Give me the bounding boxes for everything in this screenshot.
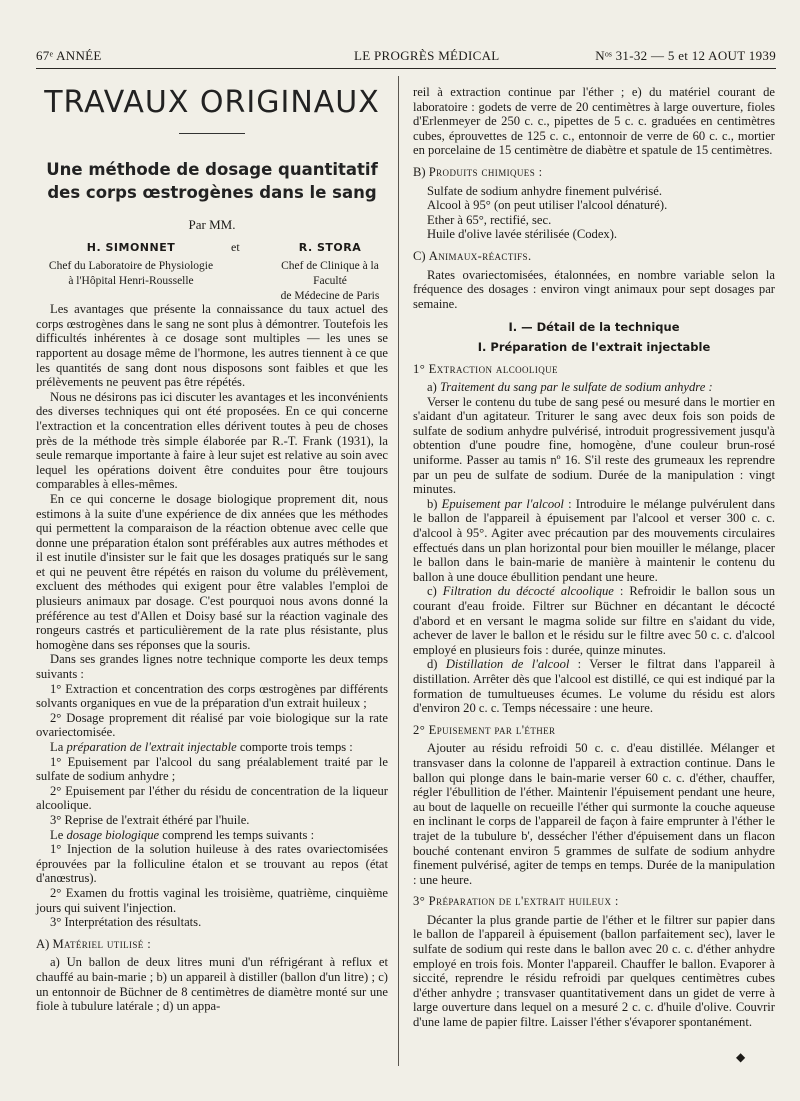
section-title: Animaux-réactifs. bbox=[428, 248, 532, 263]
section-number: C) bbox=[413, 248, 426, 263]
paragraph: Ether à 65°, rectifié, sec. bbox=[427, 212, 552, 227]
paragraph bbox=[413, 657, 775, 715]
subheading: I. — Détail de la technique bbox=[508, 320, 680, 335]
text-run: : Refroidir le ballon sous un courant d'eau froide. Filtrer sur Büchner en décantant le décocté d'abord et en versant le magma solide sur filtre en s'aidant du vide, achever de laver le ballon et le résidu sur le filtre avec 50 c. c. d'alcool employé en plusieurs fois : durée, quinze minutes. bbox=[413, 584, 775, 657]
paragraph: Huile d'olive lavée stérilisée (Codex). bbox=[427, 227, 618, 242]
issue-date: Nᵒˢ 31-32 — 5 et 12 AOUT 1939 bbox=[595, 48, 776, 63]
paragraph: Décanter la plus grande partie de l'éther et le filtrer sur papier dans le ballon de l'appareil à épuisement (ballon parfaitement sec), laver le sulfate de sodium qui reste dans le ballon avec 20 c. c. d'éther anhydre employé en trois fois. Monter l'appareil. Chauffer le ballon. Evaporer à siccité, reprendre le résidu refroidi par quelques centimètres cubes d'éther anhydre ; transvaser quantitativement dans un gidet de verre à large ouverture dans lequel on a mesuré 2 c. c. d'huile d'olive. Couvrir d'une lame de papier filtre. Laisser l'éther s'évaporer spontanément. bbox=[413, 912, 775, 1030]
header-rule bbox=[36, 68, 776, 69]
author-stora bbox=[272, 240, 388, 304]
paragraph: Les avantages que présente la connaissance du taux actuel des corps œstrogènes dans le sang ne sont plus à démontrer. Toutefois les difficultés inhérentes à ce dosage sont multiples — les unes se rapportent au dosage même de l'hormone, les autres tiennent à ce que les quantités de sang dont nous disposons sont faibles et que les prélèvements ne peuvent pas être répétés. bbox=[36, 302, 388, 390]
italic-run: Traitement du sang par le sulfate de sodium anhydre : bbox=[439, 380, 713, 395]
section-number: A) bbox=[36, 936, 50, 951]
paragraph: Rates ovariectomisées, étalonnées, en nombre variable selon la fréquence des dosages : environ vingt animaux pour sept dosages par semaine. bbox=[413, 267, 775, 311]
paragraph: a) Un ballon de deux litres muni d'un réfrigérant à reflux et chauffé au bain-marie ; b) un appareil à distiller (ballon d'un litre) ; c) un entonnoir de Büchner de 8 centimètres de diamètre monté sur une fiole à tubulure latérale ; d) un appa- bbox=[36, 955, 388, 1014]
paragraph: Alcool à 95° (on peut utiliser l'alcool dénaturé). bbox=[427, 198, 668, 213]
paragraph bbox=[413, 380, 775, 395]
section-heading bbox=[413, 165, 775, 180]
article-title bbox=[36, 158, 388, 204]
item-label: b) bbox=[427, 496, 442, 511]
volume-year: 67ᵉ ANNÉE bbox=[36, 48, 102, 63]
section-title: Matériel utilisé : bbox=[52, 936, 152, 951]
italic-run: dosage biologique bbox=[66, 827, 160, 842]
item-label: d) bbox=[427, 657, 446, 672]
text-run: : Introduire le mélange pulvérulent dans le ballon de l'appareil à épuisement par l'alcool et verser 300 c. c. d'alcool à 95°. Agiter avec précaution par des mouvements circulaires effectués dans un plan horizontal pour bien mouiller le mélange, placer le ballon dans le bain-marie de manière à maintenir le contenu du ballon à une douce ébullition pendant une heure. bbox=[413, 496, 776, 584]
paragraph: 1° Epuisement par l'alcool du sang préalablement traité par le sulfate de sodium anhydre ; bbox=[36, 754, 388, 784]
paragraph: 3° Interprétation des résultats. bbox=[50, 915, 202, 930]
italic-run: Distillation de l'alcool bbox=[445, 657, 570, 672]
section-number: B) bbox=[413, 164, 426, 179]
left-column bbox=[36, 85, 388, 1014]
author-name: R. STORA bbox=[298, 241, 362, 255]
paragraph: 1° Injection de la solution huileuse à des rates ovariectomisées éprouvées par la folliculine étalon et se trouvant au repos (état d'anœstrus). bbox=[36, 842, 388, 886]
item-label: c) bbox=[427, 584, 443, 599]
column-divider bbox=[398, 76, 399, 1066]
italic-run: Filtration du décocté alcoolique bbox=[442, 584, 614, 599]
subheading: I. Préparation de l'extrait injectable bbox=[477, 339, 711, 354]
authors bbox=[36, 240, 388, 303]
paragraph bbox=[413, 584, 775, 657]
author-affiliation: de Médecine de Paris bbox=[280, 290, 380, 303]
right-column bbox=[413, 85, 775, 1030]
author-conjunction: et bbox=[231, 240, 240, 255]
text-run: comporte trois temps : bbox=[236, 740, 353, 754]
section-title: Produits chimiques : bbox=[428, 164, 543, 179]
title-rule bbox=[179, 133, 245, 134]
subsection-heading: 3° Préparation de l'extrait huileux : bbox=[413, 894, 619, 909]
paragraph: 3° Reprise de l'extrait éthéré par l'huile. bbox=[50, 812, 250, 827]
text-run: comprend les temps suivants : bbox=[159, 827, 315, 842]
author-affiliation: à l'Hôpital Henri-Rousselle bbox=[68, 275, 194, 288]
item-label: a) bbox=[427, 380, 440, 395]
paragraph: Dans ses grandes lignes notre technique comporte les deux temps suivants : bbox=[36, 652, 388, 682]
text-run: Le bbox=[50, 827, 67, 842]
byline: Par MM. bbox=[188, 216, 236, 232]
ornament-icon: ◆ bbox=[736, 1050, 746, 1064]
author-affiliation: Chef de Clinique à la Faculté bbox=[281, 260, 379, 288]
article-title-line: des corps œstrogènes dans le sang bbox=[47, 182, 377, 202]
paragraph: Sulfate de sodium anhydre finement pulvérisé. bbox=[427, 183, 663, 198]
paragraph: Ajouter au résidu refroidi 50 c. c. d'eau distillée. Mélanger et transvaser dans la colonne de l'appareil à extraction continue. Dans le ballon qui plonge dans le bain-marie verser 60 c. c. d'éther, chauffer, régler l'ébullition de l'éther. Maintenir l'épuisement pendant une heure, au bout de laquelle on recueille l'éther qui surmonte la couche aqueuse en inclinant le corps de l'appareil de façon à faire emprunter à l'éther le trajet de la tubulure b', dessécher l'éther d'épuisement dans un flacon bouché contenant environ 5 grammes de sulfate de sodium anhydre finement pulvérisé, agiter de temps en temps. Durée de la manipulation : une heure. bbox=[413, 741, 775, 887]
paragraph: Verser le contenu du tube de sang pesé ou mesuré dans le mortier en s'aidant d'un agitateur. Triturer le sang avec deux fois son poids de sulfate de sodium anhydre pulvérisé, introduit progressivement jusqu'à obtention d'une poudre fine, homogène, d'une couleur brun-rosé uniforme. Passer au tamis nº 16. S'il reste des grumeaux les reprendre par un peu de sulfate de sodium. Durée de la manipulation : vingt minutes. bbox=[413, 394, 775, 497]
paragraph: 2° Epuisement par l'éther du résidu de concentration de la liqueur alcoolique. bbox=[36, 783, 388, 813]
paragraph: reil à extraction continue par l'éther ; e) du matériel courant de laboratoire : godets de verre de 20 centimètres à large ouverture, fioles d'Erlenmeyer de 250 c. c., pipettes de 5 c. c. graduées en centimètres cubes, éprouvettes de 125 c. c., entonnoir de verre de 60 c. c., mortier en porcelaine de 15 centimètre de diabètre et spatule de 15 centimètres. bbox=[413, 85, 775, 158]
section-heading bbox=[36, 937, 388, 952]
paragraph: 2° Examen du frottis vaginal les troisième, quatrième, cinquième jours qui suivent l'injection. bbox=[36, 885, 388, 915]
paragraph: 2° Dosage proprement dit réalisé par voie biologique sur la rate ovariectomisée. bbox=[36, 710, 388, 740]
author-name: H. SIMONNET bbox=[86, 241, 176, 255]
author-simonnet bbox=[36, 240, 226, 289]
section-heading bbox=[413, 249, 775, 264]
section-title: TRAVAUX ORIGINAUX bbox=[44, 85, 380, 120]
italic-run: préparation de l'extrait injectable bbox=[66, 740, 237, 754]
paragraph: 1° Extraction et concentration des corps œstrogènes par différents solvants organiques en vue de la préparation d'un extrait huileux ; bbox=[36, 681, 388, 711]
subsection-heading: 2° Epuisement par l'éther bbox=[413, 722, 556, 737]
paragraph bbox=[36, 740, 388, 755]
paragraph: En ce qui concerne le dosage biologique proprement dit, nous estimons à la suite d'une expérience de dix années que les méthodes qui permettent la comparaison de la réaction obtenue avec celle que donne une préparation étalon sont préférables aux autres méthodes et il est inutile d'insister sur le fait que les dosages pratiqués sur le sang et qui ne peuvent être répétés en raison du volume du prélèvement, excluent des méthodes qui exigent pour être valables l'emploi de plusieurs animaux par dosage. C'est pourquoi nous avons donné la préférence au test d'Allen et Doisy basé sur la réaction vaginale des rongeurs castrés et particulièrement de la rate plus résistante, plus homogène dans ses réponses que la souris. bbox=[36, 491, 388, 652]
article-title-line: Une méthode de dosage quantitatif bbox=[46, 159, 378, 179]
paragraph: Nous ne désirons pas ici discuter les avantages et les inconvénients des diverses techniques qui ont été proposées. En ce qui concerne l'extraction et la concentration elles dérivent toutes à peu de choses près de la méthode très simple élaborée par R.-T. Frank (1931), la seule remarque importante à faire à leur sujet est relative au soin avec lequel les opérations doivent être conduites pour être toujours comparables à elles-mêmes. bbox=[36, 389, 388, 492]
text-run: : Verser le filtrat dans l'appareil à distillation. Arrêter dès que l'alcool est distillé, ce qui est indiqué par la formation de tumultueuses écumes. Le volume du résidu est alors d'environ 20 c. c. Temps nécessaire : une heure. bbox=[413, 657, 776, 716]
paragraph bbox=[413, 497, 775, 585]
running-header bbox=[36, 48, 776, 68]
journal-name: LE PROGRÈS MÉDICAL bbox=[354, 48, 500, 63]
italic-run: Epuisement par l'alcool bbox=[441, 496, 564, 511]
paragraph bbox=[36, 828, 388, 843]
author-affiliation: Chef du Laboratoire de Physiologie bbox=[48, 260, 214, 273]
text-run: La bbox=[50, 740, 67, 754]
subsection-heading: 1° Extraction alcoolique bbox=[413, 361, 558, 376]
